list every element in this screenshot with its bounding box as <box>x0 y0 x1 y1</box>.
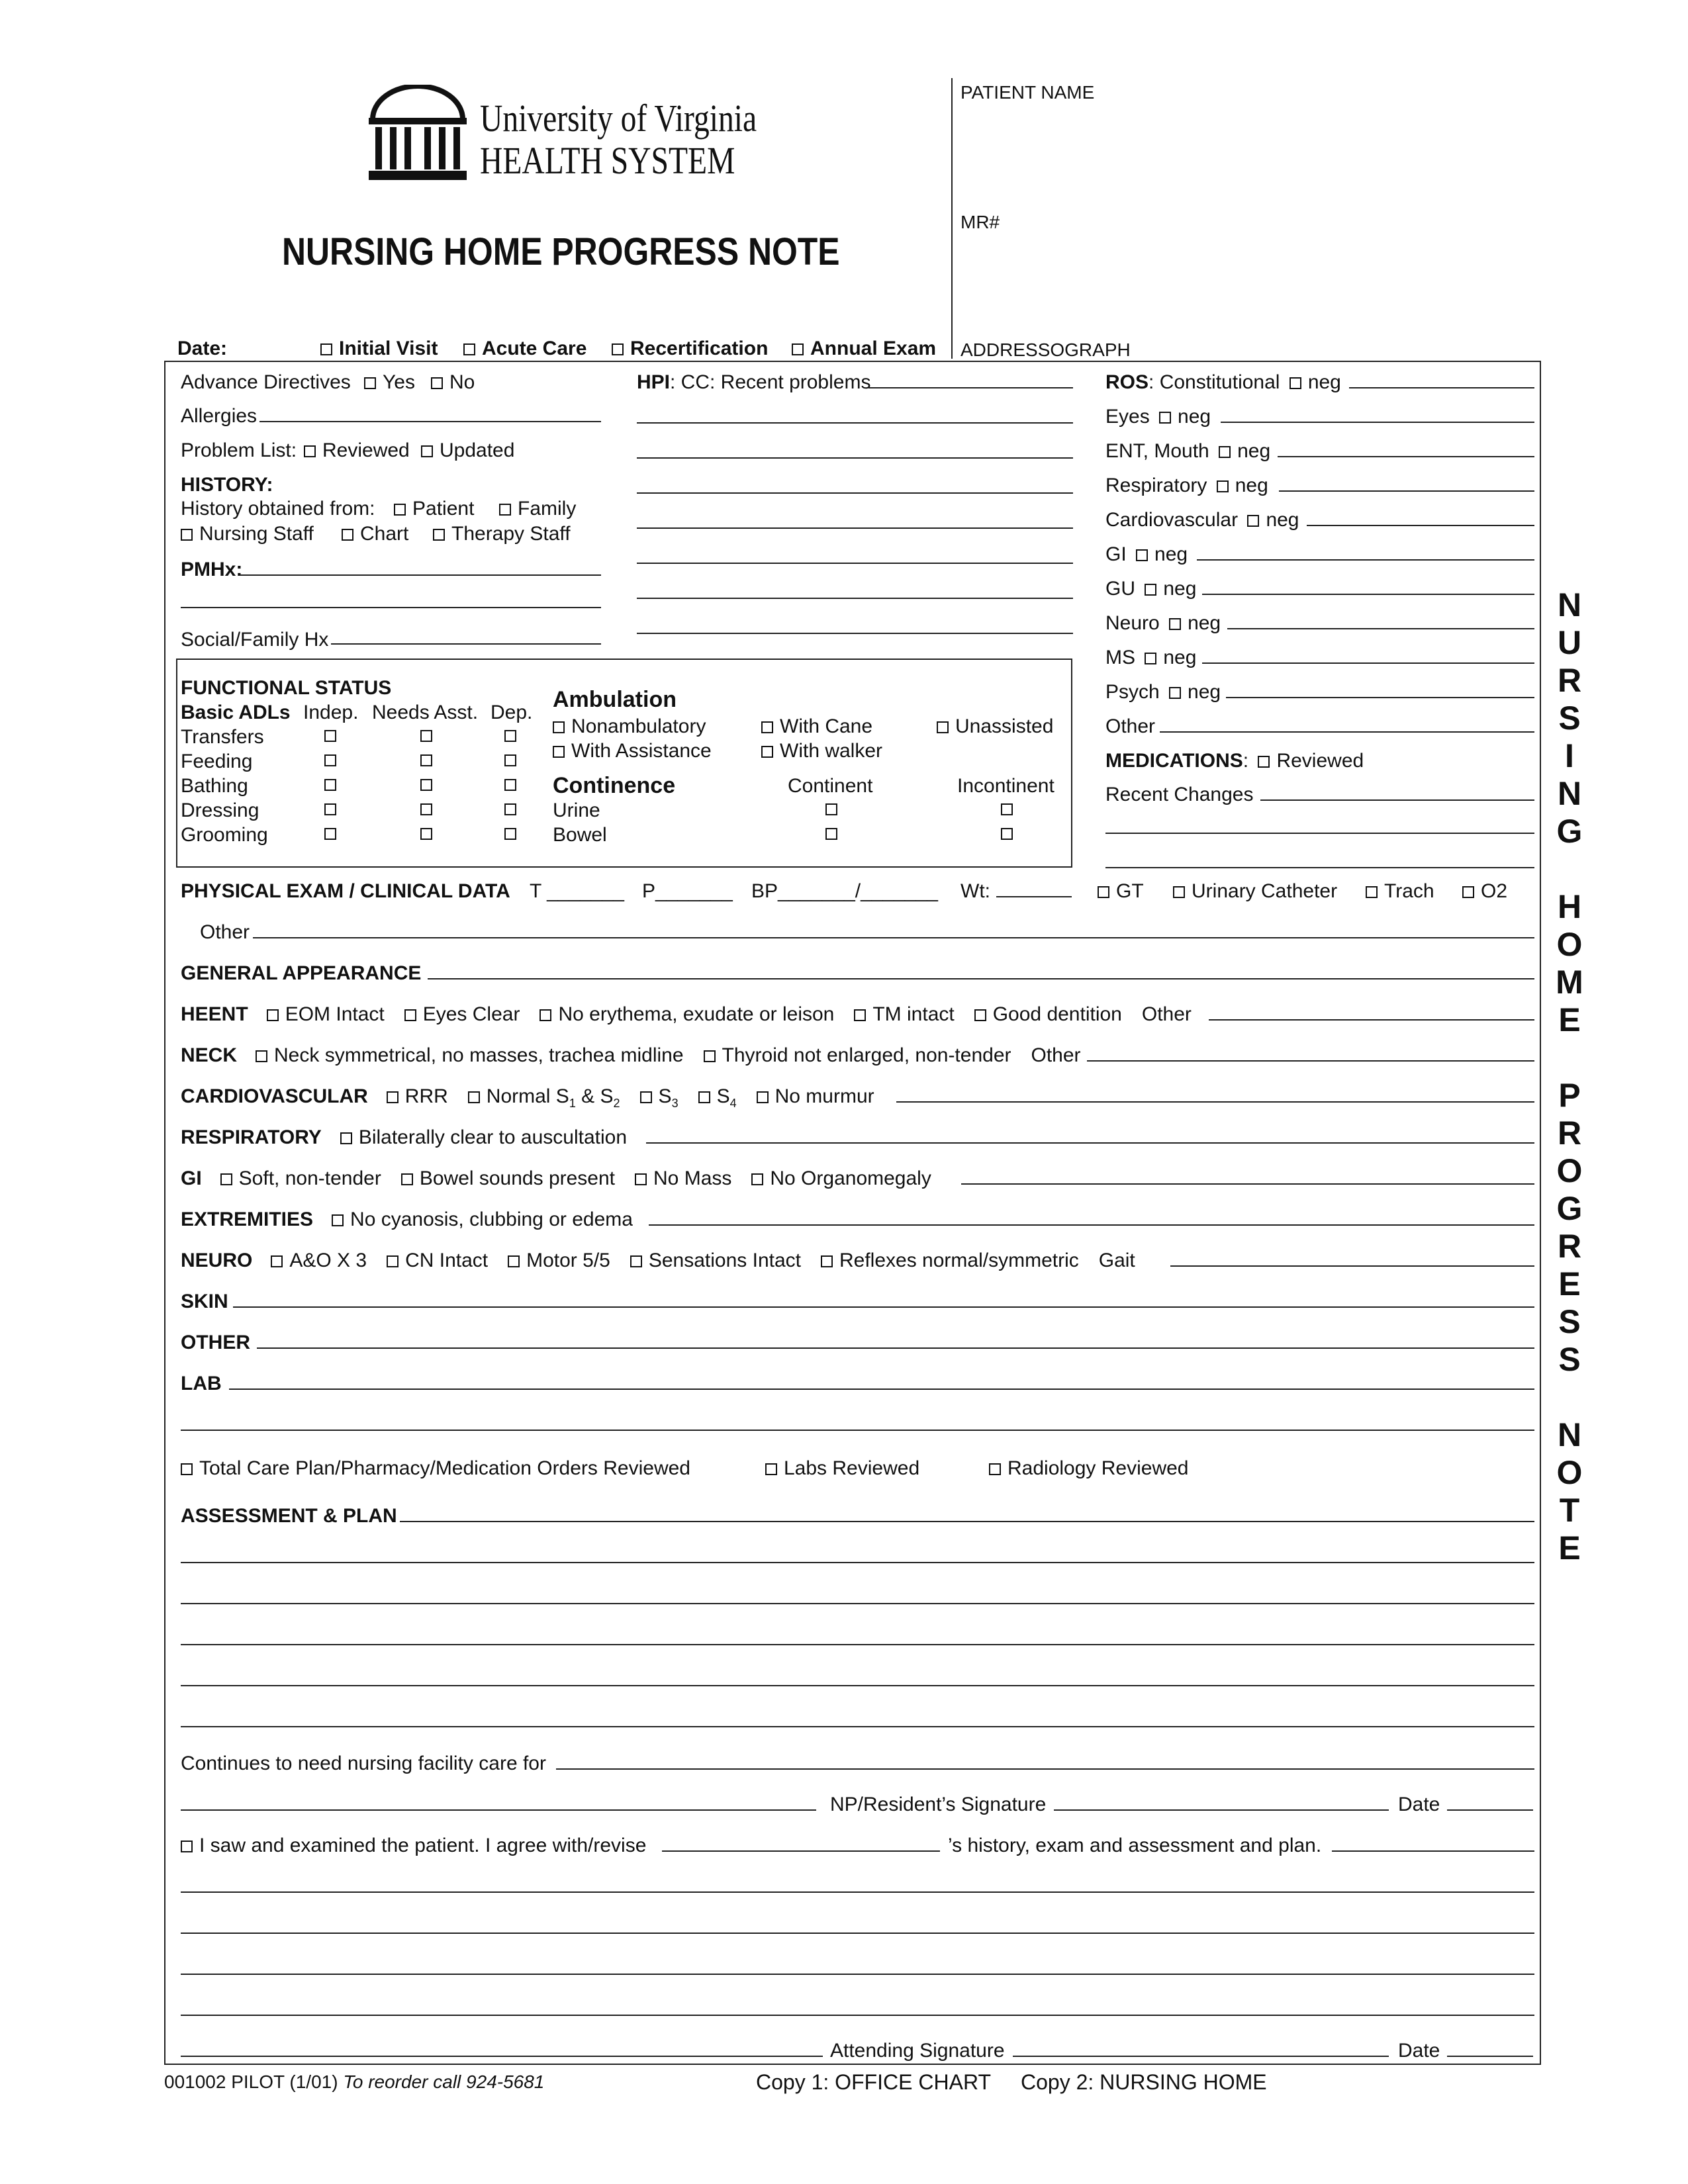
source-chart[interactable]: Chart <box>342 524 408 544</box>
checkbox[interactable] <box>420 779 432 791</box>
checkbox[interactable] <box>504 779 516 791</box>
cont-bowel: Bowel <box>553 824 607 846</box>
logo-line1: University of Virginia <box>480 97 757 140</box>
checkbox[interactable] <box>324 779 336 791</box>
history-title: HISTORY: <box>181 474 273 496</box>
functional-title: FUNCTIONAL STATUS <box>181 677 392 699</box>
advance-no[interactable]: No <box>431 373 475 392</box>
ros-psych: Psych neg <box>1105 681 1221 703</box>
form-code: 001002 PILOT (1/01) To reorder call 924-5681 <box>164 2071 545 2092</box>
checkbox[interactable] <box>324 754 336 766</box>
checkbox[interactable] <box>420 828 432 840</box>
ros-ent: ENT, Mouth neg <box>1105 440 1271 462</box>
col-incontinent: Incontinent <box>957 775 1055 797</box>
visit-recert[interactable]: Recertification <box>612 339 768 359</box>
skin-label: SKIN <box>181 1291 228 1312</box>
gi-row: GI Soft, non-tender Bowel sounds present No Mass No Organomegaly <box>181 1167 931 1189</box>
adl-feeding: Feeding <box>181 751 253 772</box>
other-label: OTHER <box>181 1332 250 1353</box>
col-continent: Continent <box>788 775 873 797</box>
heent-row: HEENT EOM Intact Eyes Clear No erythema, exudate or leison TM intact Good dentition Other <box>181 1003 1192 1025</box>
wt-line[interactable] <box>996 896 1072 897</box>
visit-acute[interactable]: Acute Care <box>463 339 586 359</box>
source-nursing[interactable]: Nursing Staff <box>181 524 314 544</box>
allergies-label: Allergies <box>181 405 258 427</box>
problem-updated[interactable]: Updated <box>421 441 514 461</box>
assessment-label: ASSESSMENT & PLAN <box>181 1505 397 1527</box>
adl-dressing: Dressing <box>181 799 259 821</box>
exam-other: Other <box>200 921 250 943</box>
ros-gi: GI neg <box>1105 543 1188 565</box>
history-obtained: History obtained from: <box>181 498 375 520</box>
amb-unassisted[interactable]: Unassisted <box>937 717 1053 737</box>
checkbox[interactable] <box>504 754 516 766</box>
ros-respiratory: Respiratory neg <box>1105 475 1268 496</box>
checkbox[interactable] <box>324 730 336 742</box>
hpi-line-3[interactable] <box>637 457 1073 459</box>
checkbox[interactable] <box>504 828 516 840</box>
hpi-line-4[interactable] <box>637 492 1073 494</box>
cardio-row: CARDIOVASCULAR RRR Normal $S_1$ & $S_2$ $S_3$ $S_4$ No murmur <box>181 1085 874 1110</box>
amb-nonambulatory[interactable]: Nonambulatory <box>553 717 706 737</box>
resp-row: RESPIRATORY Bilaterally clear to auscultation <box>181 1126 628 1148</box>
hpi-line-1[interactable] <box>868 387 1073 388</box>
checkbox[interactable] <box>324 828 336 840</box>
advance-yes[interactable]: Yes <box>364 373 415 392</box>
np-signature-label: NP/Resident’s Signature <box>830 1794 1047 1815</box>
review-careplan[interactable]: Total Care Plan/Pharmacy/Medication Orders Reviewed <box>181 1459 690 1479</box>
amb-assistance[interactable]: With Assistance <box>553 741 712 761</box>
side-title: N U R S I N G H O M E P R O G R E S S N O T E <box>1556 586 1583 1567</box>
neuro-row: NEURO A&O X 3 CN Intact Motor 5/5 Sensations Intact Reflexes normal/symmetric Gait <box>181 1250 1135 1271</box>
ambulation-title: Ambulation <box>553 687 677 712</box>
uva-logo <box>366 85 763 184</box>
pmhx-line-1[interactable] <box>240 574 601 576</box>
form-title: NURSING HOME PROGRESS NOTE <box>282 230 840 273</box>
col-needs: Needs Asst. <box>372 702 479 723</box>
ros-constitutional: ROS: Constitutional neg <box>1105 371 1341 393</box>
problem-list-label: Problem List: <box>181 439 297 461</box>
amb-cane[interactable]: With Cane <box>761 717 872 737</box>
checkbox[interactable] <box>420 754 432 766</box>
checkbox[interactable] <box>324 803 336 815</box>
hpi-line-5[interactable] <box>637 527 1073 529</box>
date-label: Date: <box>177 338 228 359</box>
pmhx-line-2[interactable] <box>181 607 601 608</box>
visit-initial[interactable]: Initial Visit <box>320 339 438 359</box>
addressograph-label: ADDRESSOGRAPH <box>961 340 1131 360</box>
ros-cardiovascular: Cardiovascular neg <box>1105 509 1299 531</box>
device-o2[interactable]: O2 <box>1462 882 1507 901</box>
general-appearance: GENERAL APPEARANCE <box>181 962 422 984</box>
col-indep: Indep. <box>303 702 359 723</box>
patient-name-label: PATIENT NAME <box>961 82 1095 103</box>
checkbox[interactable] <box>1001 803 1013 815</box>
hpi-line-8[interactable] <box>637 633 1073 634</box>
source-therapy[interactable]: Therapy Staff <box>433 524 571 544</box>
medications-label: MEDICATIONS: Reviewed <box>1105 750 1364 772</box>
allergies-line[interactable] <box>259 421 601 422</box>
checkbox[interactable] <box>420 803 432 815</box>
continues-label: Continues to need nursing facility care for <box>181 1752 546 1774</box>
ros-other: Other <box>1105 715 1156 737</box>
source-family[interactable]: Family <box>499 499 576 519</box>
hpi-line-6[interactable] <box>637 563 1073 564</box>
checkbox[interactable] <box>504 730 516 742</box>
checkbox[interactable] <box>1001 828 1013 840</box>
exam-wt: Wt: <box>961 880 990 902</box>
recent-changes: Recent Changes <box>1105 784 1254 805</box>
attending-date-label: Date <box>1398 2040 1440 2062</box>
checkbox[interactable] <box>825 828 837 840</box>
hpi-label: HPI: CC: Recent problems <box>637 371 871 393</box>
adl-bathing: Bathing <box>181 775 248 797</box>
ros-neuro: Neuro neg <box>1105 612 1221 634</box>
review-radiology[interactable]: Radiology Reviewed <box>989 1459 1189 1479</box>
hpi-line-7[interactable] <box>637 598 1073 599</box>
checkbox[interactable] <box>420 730 432 742</box>
ros-ms: MS neg <box>1105 647 1197 668</box>
checkbox[interactable] <box>504 803 516 815</box>
visit-annual[interactable]: Annual Exam <box>792 339 936 359</box>
exam-bp[interactable]: BP_______/_______ <box>751 880 938 902</box>
ros-gu: GU neg <box>1105 578 1197 600</box>
copy-1: Copy 1: OFFICE CHART <box>756 2070 992 2094</box>
social-line[interactable] <box>331 643 601 645</box>
device-catheter[interactable]: Urinary Catheter <box>1173 882 1337 901</box>
ext-row: EXTREMITIES No cyanosis, clubbing or edema <box>181 1208 633 1230</box>
problem-reviewed[interactable]: Reviewed <box>304 441 410 461</box>
copy-2: Copy 2: NURSING HOME <box>1021 2070 1267 2094</box>
lab-label: LAB <box>181 1373 222 1394</box>
amb-walker[interactable]: With walker <box>761 741 882 761</box>
exam-pulse[interactable]: P_______ <box>642 880 733 902</box>
cont-urine: Urine <box>553 799 600 821</box>
adl-grooming: Grooming <box>181 824 268 846</box>
attest-checkbox[interactable]: I saw and examined the patient. I agree with/revise <box>181 1836 646 1856</box>
rotunda-icon <box>366 85 469 184</box>
social-label: Social/Family Hx <box>181 629 329 651</box>
neck-row: NECK Neck symmetrical, no masses, trachea midline Thyroid not enlarged, non-tender Other <box>181 1044 1081 1066</box>
logo-line2: HEALTH SYSTEM <box>480 139 735 182</box>
attending-signature-label: Attending Signature <box>830 2040 1005 2062</box>
source-patient[interactable]: Patient <box>394 499 474 519</box>
review-labs[interactable]: Labs Reviewed <box>765 1459 919 1479</box>
adl-transfers: Transfers <box>181 726 264 748</box>
hpi-line-2[interactable] <box>637 422 1073 424</box>
basic-adls: Basic ADLs <box>181 702 291 723</box>
attest-text: ’s history, exam and assessment and plan. <box>948 1835 1322 1856</box>
exam-title: PHYSICAL EXAM / CLINICAL DATA <box>181 880 510 902</box>
continence-title: Continence <box>553 773 676 798</box>
col-dep: Dep. <box>491 702 533 723</box>
mr-label: MR# <box>961 212 1000 232</box>
device-gt[interactable]: GT <box>1098 882 1144 901</box>
advance-directives: Advance Directives <box>181 371 351 393</box>
checkbox[interactable] <box>825 803 837 815</box>
pmhx-label: PMHx: <box>181 559 243 580</box>
ros-eyes: Eyes neg <box>1105 406 1211 428</box>
device-trach[interactable]: Trach <box>1366 882 1434 901</box>
np-date-label: Date <box>1398 1794 1440 1815</box>
exam-temp[interactable]: T _______ <box>530 880 624 902</box>
